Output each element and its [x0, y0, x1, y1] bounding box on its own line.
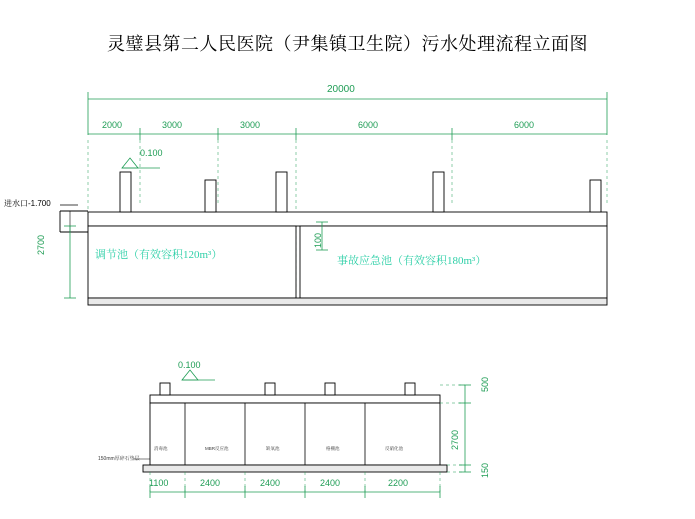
- inlet-label: 进水口-1.700: [4, 199, 51, 208]
- dim-segment-4: 6000: [358, 120, 379, 130]
- pipe-bedding-note: 150mm厚碎石垫层: [98, 456, 140, 462]
- chamber-label-3: 缺氧池: [266, 446, 280, 451]
- chamber-label-2: MBR反应池: [205, 446, 229, 451]
- elevation-mark-lower: 0.100: [178, 360, 201, 370]
- dim-right-150: 150: [480, 462, 490, 478]
- chamber-label-5: 反硝化池: [385, 446, 403, 451]
- dim-wall-100: 100: [313, 232, 323, 248]
- chamber-label-1: 消毒池: [154, 446, 168, 451]
- dim-lower-2: 2400: [200, 478, 221, 488]
- dim-lower-5: 2200: [388, 478, 409, 488]
- dim-lower-4: 2400: [320, 478, 341, 488]
- dim-segment-3: 3000: [240, 120, 261, 130]
- dim-total-20000: 20000: [327, 84, 355, 95]
- tank-label-regulating: 调节池（有效容积120m³）: [95, 249, 223, 261]
- page-title: 灵璧县第二人民医院（尹集镇卫生院）污水处理流程立面图: [107, 34, 588, 54]
- dim-segment-5: 6000: [514, 120, 535, 130]
- tank-label-emergency: 事故应急池（有效容积180m³）: [337, 255, 487, 267]
- dim-height-2700: 2700: [36, 234, 46, 255]
- dim-lower-1: 1100: [149, 478, 169, 488]
- dim-segment-1: 2000: [102, 120, 123, 130]
- chamber-label-4: 格栅池: [326, 446, 340, 451]
- dim-segment-2: 3000: [162, 120, 183, 130]
- dim-right-2700: 2700: [450, 429, 460, 450]
- dim-right-500: 500: [480, 376, 490, 392]
- dim-lower-3: 2400: [260, 478, 281, 488]
- elevation-mark-upper: 0.100: [140, 148, 163, 158]
